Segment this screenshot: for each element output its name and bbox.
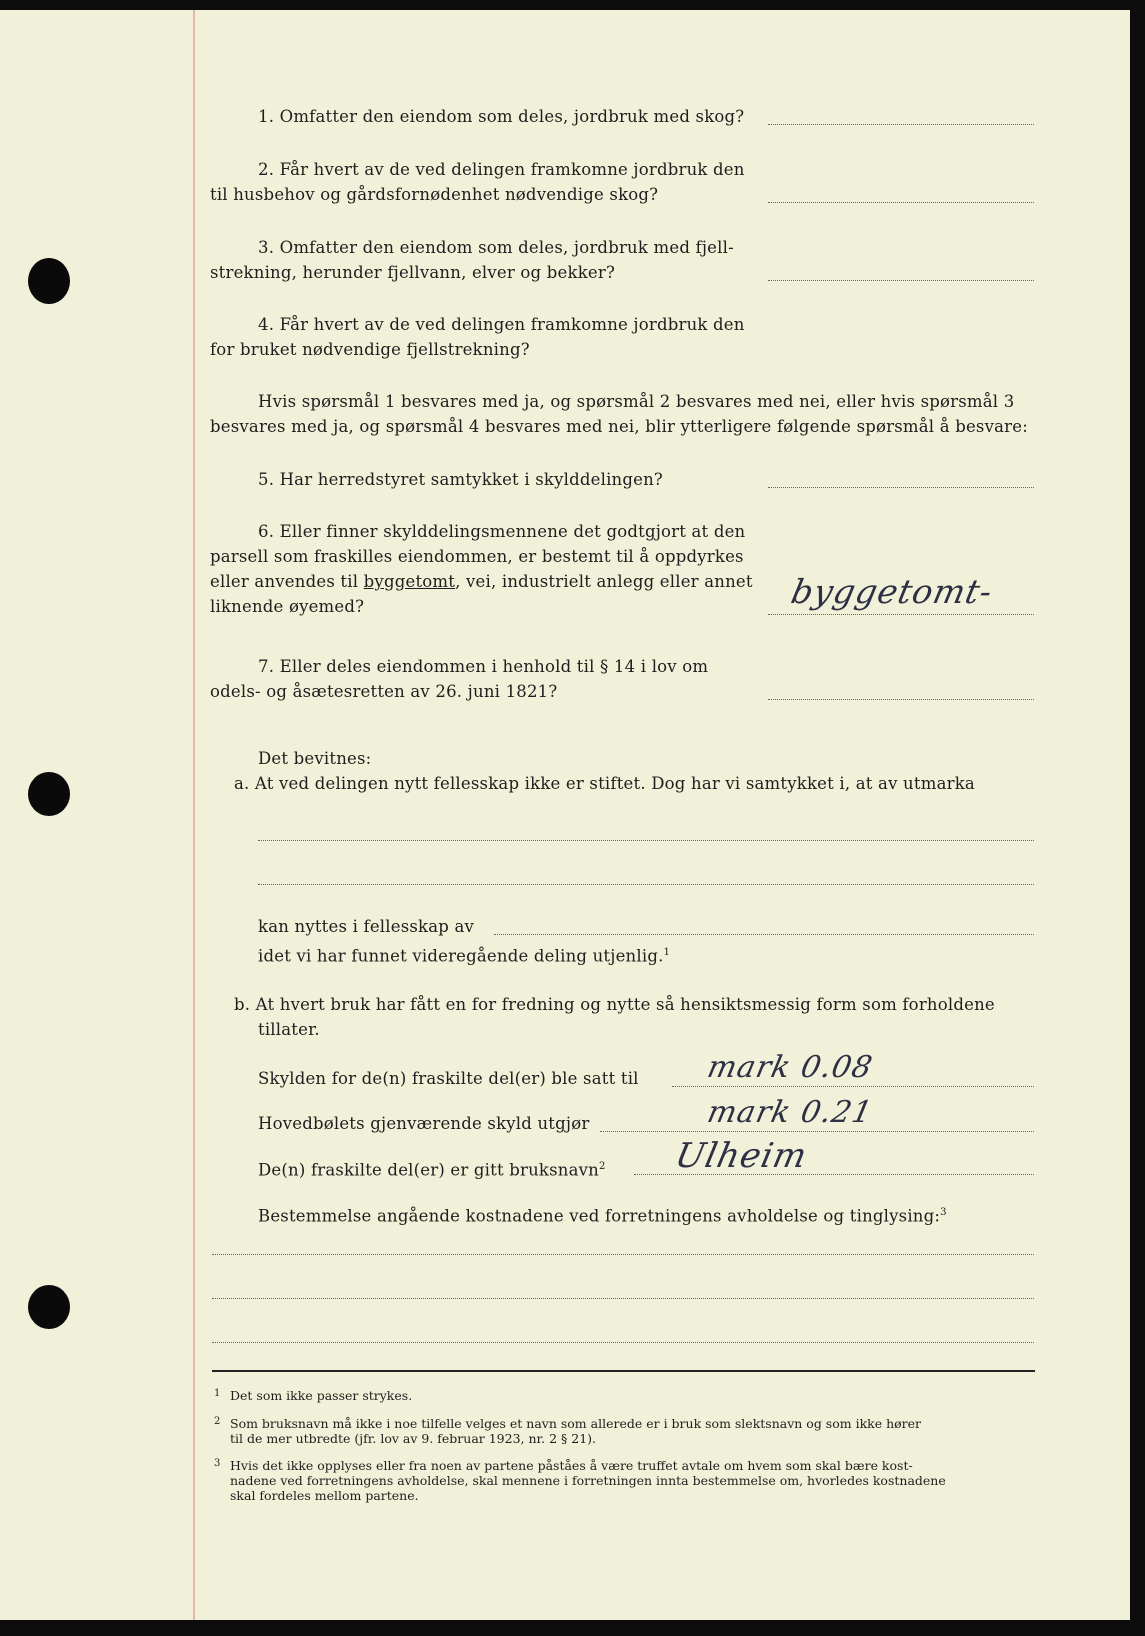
bestemmelse-line-1[interactable] xyxy=(212,1254,1034,1255)
utmarka-line-2[interactable] xyxy=(258,884,1034,885)
footnote-1-number: 1 xyxy=(214,1388,221,1399)
margin-line xyxy=(193,10,195,1620)
hovedbol-value-handwritten: mark 0.21 xyxy=(704,1095,876,1130)
answer-line-q1[interactable] xyxy=(768,124,1034,125)
idet-text: idet vi har funnet videregående deling utjenlig. xyxy=(258,946,664,966)
question-4-line1: 4. Får hvert av de ved delingen framkomne jordbruk den xyxy=(258,315,745,334)
footnote-ref-3: 3 xyxy=(940,1207,947,1218)
question-4-line2: for bruket nødvendige fjellstrekning? xyxy=(210,340,530,359)
bevitnes-b-line1: b. At hvert bruk har fått en for fredning og nytte så hensiktsmessig form som forholdene xyxy=(234,995,995,1014)
bevitnes-heading: Det bevitnes: xyxy=(258,749,372,768)
bevitnes-b-line2: tillater. xyxy=(258,1020,320,1039)
bruksnavn-text: De(n) fraskilte del(er) er gitt bruksnavn xyxy=(258,1160,600,1180)
question-7-line1: 7. Eller deles eiendommen i henhold til § 14 i lov om xyxy=(258,657,709,676)
footnote-2-line2: til de mer utbredte (jfr. lov av 9. februar 1923, nr. 2 § 21). xyxy=(230,1431,596,1446)
question-2-line1: 2. Får hvert av de ved delingen framkomne jordbruk den xyxy=(258,160,745,179)
idet-line xyxy=(258,942,670,968)
question-3-line1: 3. Omfatter den eiendom som deles, jordbruk med fjell- xyxy=(258,238,734,257)
footnote-2-number: 2 xyxy=(214,1416,221,1427)
punch-hole-bottom xyxy=(28,1285,70,1329)
hovedbol-line[interactable] xyxy=(600,1131,1034,1132)
punch-hole-middle xyxy=(28,772,70,816)
question-3-line2: strekning, herunder fjellvann, elver og bekker? xyxy=(210,263,615,282)
bruksnavn-value-handwritten: Ulheim xyxy=(671,1136,811,1176)
answer-q6-handwritten: byggetomt- xyxy=(787,572,997,611)
answer-line-q6[interactable] xyxy=(768,614,1034,615)
question-6-line1: 6. Eller finner skylddelingsmennene det godtgjort at den xyxy=(258,522,746,541)
skylden-value-handwritten: mark 0.08 xyxy=(704,1050,876,1085)
bevitnes-a-line: a. At ved delingen nytt fellesskap ikke er stiftet. Dog har vi samtykket i, at av utmarka xyxy=(234,774,975,793)
footnote-1 xyxy=(214,1388,413,1403)
skylden-label: Skylden for de(n) fraskilte del(er) ble satt til xyxy=(258,1069,639,1088)
question-5: 5. Har herredstyret samtykket i skylddelingen? xyxy=(258,470,663,489)
bestemmelse-label xyxy=(258,1202,947,1228)
answer-line-q2[interactable] xyxy=(768,202,1034,203)
answer-line-q7[interactable] xyxy=(768,699,1034,700)
footnote-3-number: 3 xyxy=(214,1458,221,1469)
footnote-3-line1: Hvis det ikke opplyses eller fra noen av partene påståes å være truffet avtale om hvem som skal bære kost- xyxy=(230,1458,913,1473)
footnote-ref-2: 2 xyxy=(599,1161,606,1172)
bruksnavn-label xyxy=(258,1156,606,1182)
answer-line-q3[interactable] xyxy=(768,280,1034,281)
instruction-line1: Hvis spørsmål 1 besvares med ja, og spørsmål 2 besvares med nei, eller hvis spørsmål 3 xyxy=(258,392,1015,411)
footnote-3-line2: nadene ved forretningens avholdelse, skal mennene i forretningen innta bestemmelse om, hvorledes kostnadene xyxy=(230,1473,946,1488)
form-page xyxy=(0,10,1130,1620)
footnote-1-line1: Det som ikke passer strykes. xyxy=(230,1388,413,1403)
answer-line-q5[interactable] xyxy=(768,487,1034,488)
instruction-line2: besvares med ja, og spørsmål 4 besvares med nei, blir ytterligere følgende spørsmål å besvare: xyxy=(210,417,1028,436)
bestemmelse-line-2[interactable] xyxy=(212,1298,1034,1299)
question-6-line3 xyxy=(210,571,753,593)
footnote-2-line1: Som bruksnavn må ikke i noe tilfelle velges et navn som allerede er i bruk som slektsnavn og som ikke hører xyxy=(230,1416,922,1431)
utmarka-line-1[interactable] xyxy=(258,840,1034,841)
q6-text-post: , vei, industrielt anlegg eller annet xyxy=(455,572,753,591)
footnote-separator xyxy=(212,1370,1035,1372)
bestemmelse-text: Bestemmelse angående kostnadene ved forretningens avholdelse og tinglysing: xyxy=(258,1206,941,1226)
footnote-ref-1: 1 xyxy=(663,947,671,958)
question-6-line4: liknende øyemed? xyxy=(210,597,365,616)
question-1: 1. Omfatter den eiendom som deles, jordbruk med skog? xyxy=(258,107,745,126)
question-7-line2: odels- og åsætesretten av 26. juni 1821? xyxy=(210,682,558,701)
punch-hole-top xyxy=(28,258,70,304)
footnote-3-line3: skal fordeles mellom partene. xyxy=(230,1488,419,1503)
q6-text-pre: eller anvendes til xyxy=(210,572,364,591)
question-6-line2: parsell som fraskilles eiendommen, er bestemt til å oppdyrkes xyxy=(210,547,744,566)
q6-underlined-word: byggetomt xyxy=(363,572,456,591)
footnote-3 xyxy=(214,1458,946,1503)
hovedbol-label: Hovedbølets gjenværende skyld utgjør xyxy=(258,1114,590,1133)
question-2-line2: til husbehov og gårdsfornødenhet nødvendige skog? xyxy=(210,185,659,204)
bestemmelse-line-3[interactable] xyxy=(212,1342,1034,1343)
footnote-2 xyxy=(214,1416,922,1446)
skylden-line[interactable] xyxy=(672,1086,1034,1087)
fellesskap-label: kan nyttes i fellesskap av xyxy=(258,917,475,936)
fellesskap-line[interactable] xyxy=(494,934,1034,935)
